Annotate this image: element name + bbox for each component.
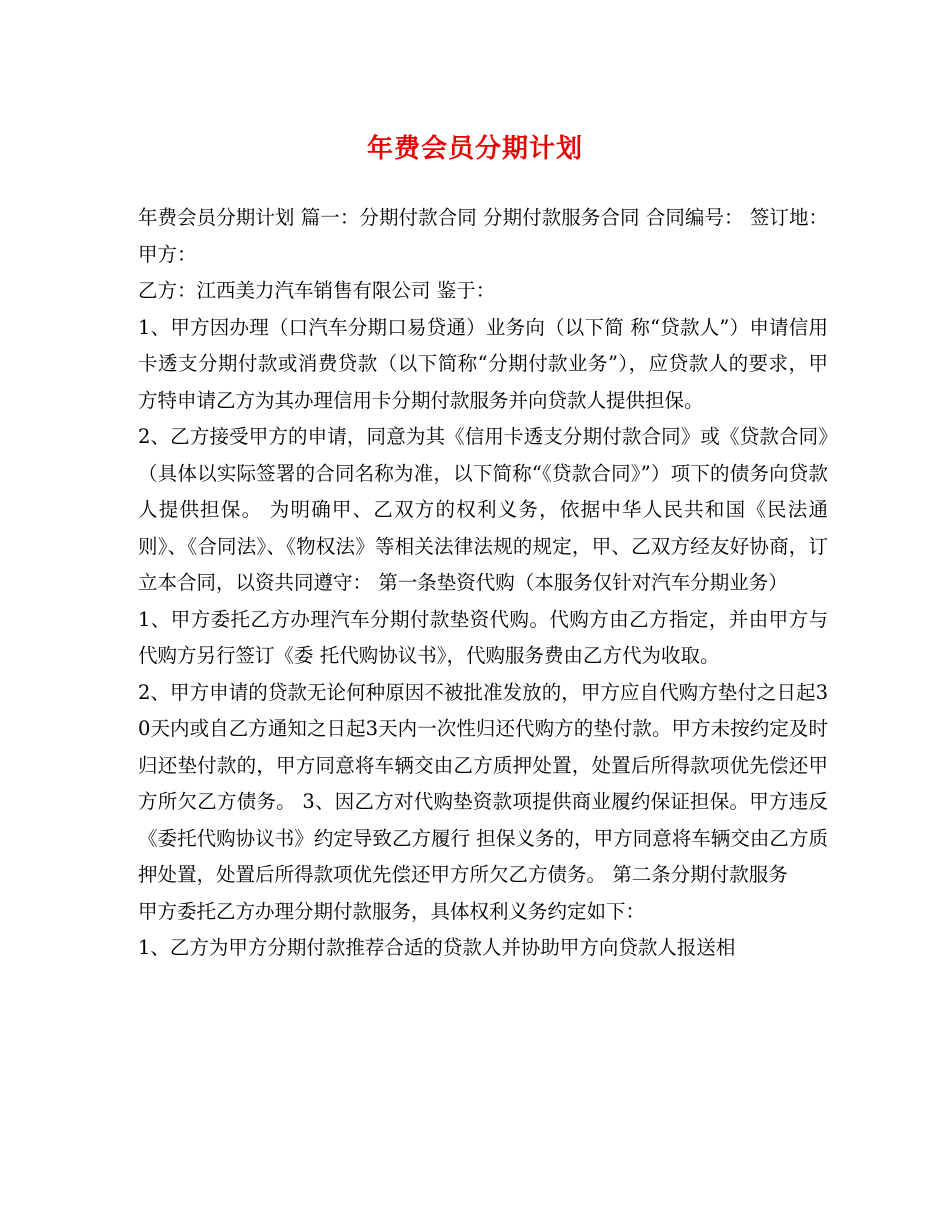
document-title: 年费会员分期计划 — [366, 134, 583, 164]
paragraph-2: 乙方：江西美力汽车销售有限公司 鉴于： — [138, 279, 496, 302]
paragraph-5: 1、甲方委托乙方办理汽车分期付款垫资代购。代购方由乙方指定，并由甲方与代购方另行签订《委 托代购协议书》，代购服务费由乙方代为收取。 — [138, 607, 828, 667]
paragraph-3: 1、甲方因办理（口汽车分期口易贷通）业务向（以下简 称“贷款人”）申请信用卡透支分期付款或消费贷款（以下简称“分期付款业务”），应贷款人的要求，甲方特申请乙方为其办理信用卡分期付款服务并向贷款人提供担保。 — [138, 315, 828, 412]
paragraph-8: 1、乙方为甲方分期付款推荐合适的贷款人并协助甲方向贷款人报送相 — [138, 936, 736, 959]
paragraph-7: 甲方委托乙方办理分期付款服务，具体权利义务约定如下： — [138, 899, 646, 923]
paragraph-6: 2、甲方申请的贷款无论何种原因不被批准发放的，甲方应自代购方垫付之日起30天内或自乙方通知之日起3天内一次性归还代购方的垫付款。甲方未按约定及时归还垫付款的，甲方同意将车辆交由乙方质押处置，处置后所得款项优先偿还甲方所欠乙方债务。 3、因乙方对代购垫资款项提供商业履约保证担保。甲方违反《委托代购协议书》约定导致乙方履行 担保义务的，甲方同意将车辆交由乙方质押处置，处置后所得款项优先偿还甲方所欠乙方债务。 第二条分期付款服务 — [138, 680, 828, 886]
paragraph-4: 2、乙方接受甲方的申请，同意为其《信用卡透支分期付款合同》或《贷款合同》（具体以实际签署的合同名称为准，以下简称“《贷款合同》”）项下的债务向贷款人提供担保。 为明确甲、乙双方的权利义务，依据中华人民共和国《民法通则》、《合同法》、《物权法》等相关法律法规的规定，甲、乙双方经友好协商，订立本合同，以资共同遵守： 第一条垫资代购（本服务仅针对汽车分期业务） — [138, 425, 828, 594]
document-body — [138, 200, 835, 967]
paragraph-1: 年费会员分期计划 篇一：分期付款合同 分期付款服务合同 合同编号： 签订地： 甲方： — [138, 206, 835, 266]
